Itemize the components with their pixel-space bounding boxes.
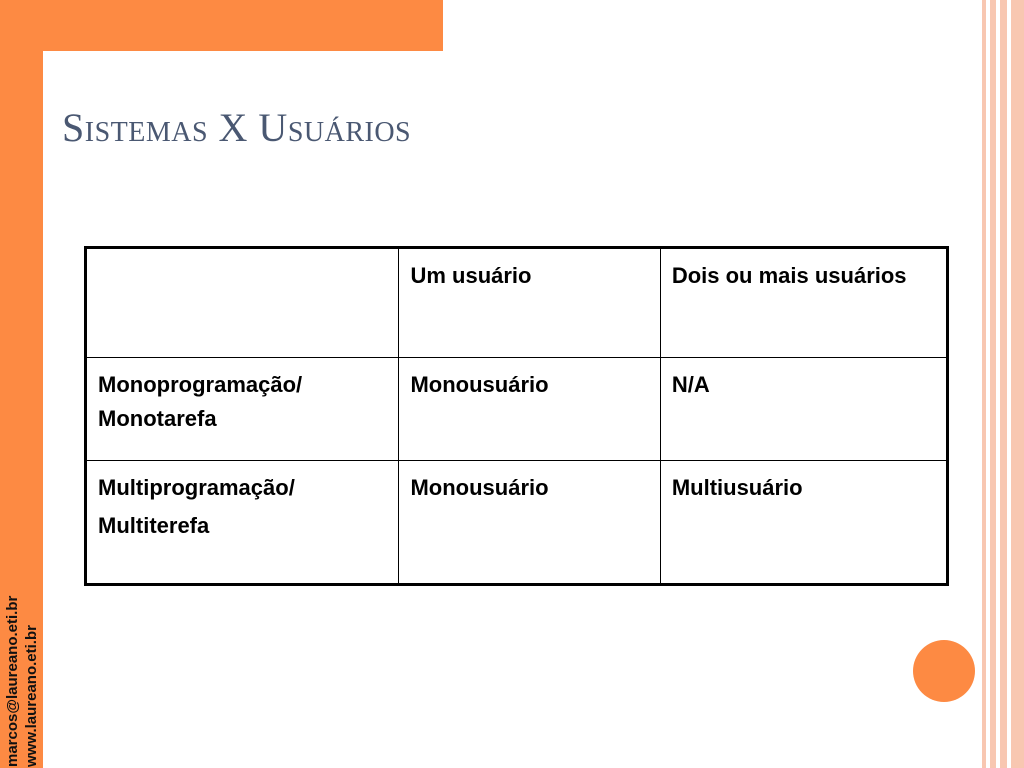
- contact-website: www.laureano.eti.br: [23, 625, 40, 767]
- row-label-line: Multiprogramação/: [98, 475, 295, 500]
- contact-info: [3, 596, 41, 767]
- table-header-row: [86, 248, 948, 358]
- one-user-cell: Monousuário: [399, 358, 660, 461]
- contact-email: marcos@laureano.eti.br: [4, 595, 21, 767]
- multi-user-cell: N/A: [660, 358, 947, 461]
- top-accent-bar: [43, 0, 443, 51]
- slide-title: Sistemas X Usuários: [62, 105, 412, 150]
- table-row: [86, 358, 948, 461]
- header-cell-empty: [86, 248, 399, 358]
- row-label-line: Monoprogramação/: [98, 372, 303, 397]
- header-cell-one-user: Um usuário: [399, 248, 660, 358]
- decorative-circle: [913, 640, 975, 702]
- row-label-line: Monotarefa: [98, 406, 217, 431]
- table-row: [86, 461, 948, 585]
- header-cell-multi-user: Dois ou mais usuários: [660, 248, 947, 358]
- multi-user-cell: Multiusuário: [660, 461, 947, 585]
- right-decorative-stripes: [978, 0, 1024, 768]
- one-user-cell: Monousuário: [399, 461, 660, 585]
- row-label-cell: [86, 461, 399, 585]
- row-label-line: Multiterefa: [98, 513, 210, 538]
- systems-users-table: [84, 246, 949, 586]
- row-label-cell: [86, 358, 399, 461]
